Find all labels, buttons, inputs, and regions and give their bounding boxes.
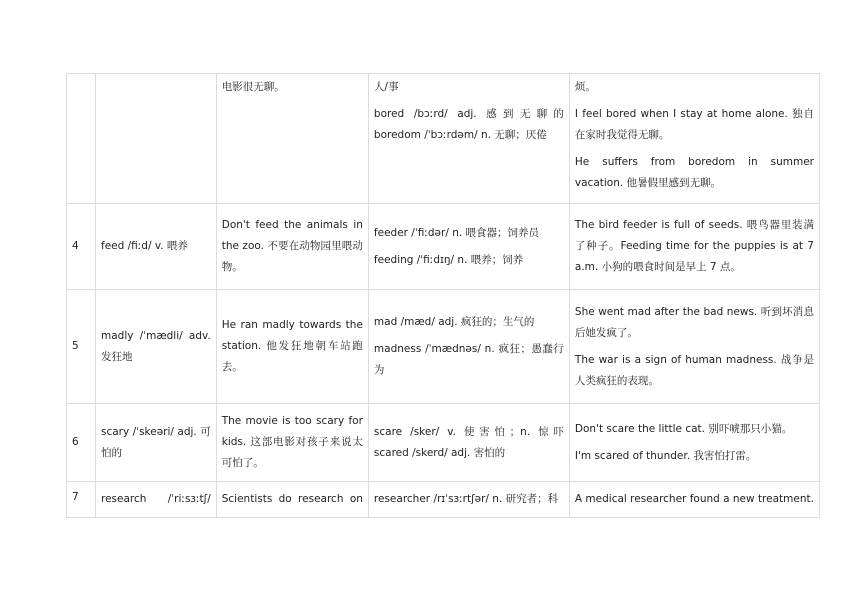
derivatives-cell bbox=[368, 482, 569, 518]
derivatives-cell bbox=[368, 74, 569, 204]
derivatives-cell bbox=[368, 204, 569, 290]
table-row bbox=[67, 482, 820, 518]
table-row bbox=[67, 74, 820, 204]
row-number-text: 7 bbox=[72, 491, 79, 503]
row-number-cell: 4 bbox=[67, 204, 96, 290]
sentence-text: I'm scared of thunder. 我害怕打雷。 bbox=[574, 449, 757, 462]
derivative-text: researcher /rɪˈsɜːrtʃər/ n. 研究者；科 bbox=[373, 493, 559, 505]
sentence-text: She went mad after the bad news. 听到坏消息后她发疯了。 bbox=[574, 305, 814, 339]
sentences-cell bbox=[569, 74, 819, 204]
example-text: Don't feed the animals in the zoo. 不要在动物园里喂动物。 bbox=[221, 219, 363, 273]
vocabulary-table bbox=[66, 73, 820, 518]
derivative-text: feeding /ˈfiːdɪŋ/ n. 喂养；饲养 bbox=[373, 253, 524, 266]
word-cell bbox=[96, 74, 217, 204]
example-text: 电影很无聊。 bbox=[221, 81, 285, 93]
example-cell bbox=[216, 204, 368, 290]
example-text: The movie is too scary for kids. 这部电影对孩子来说太可怕了。 bbox=[221, 415, 363, 469]
sentence-text: A medical researcher found a new treatment. bbox=[574, 493, 814, 505]
word-text: madly /ˈmædli/ adv. 发狂地 bbox=[101, 329, 211, 363]
table-row bbox=[67, 404, 820, 482]
sentence-text: The bird feeder is full of seeds. 喂鸟器里装满了种子。Feeding time for the puppies is at 7 a.m. 小狗的喂食时间是早上 7 点。 bbox=[574, 219, 814, 273]
sentences-cell bbox=[569, 482, 819, 518]
derivative-text: feeder /ˈfiːdər/ n. 喂食器；饲养员 bbox=[373, 226, 540, 239]
sentences-cell bbox=[569, 290, 819, 404]
sentence-text: I feel bored when I stay at home alone. 独自在家时我觉得无聊。 bbox=[574, 108, 814, 141]
derivative-text: madness /ˈmædnəs/ n. 疯狂；愚蠢行为 bbox=[373, 343, 564, 376]
table-row bbox=[67, 204, 820, 290]
word-text: scary /ˈskeəri/ adj. 可怕的 bbox=[101, 425, 211, 459]
example-text: Scientists do research on bbox=[221, 493, 363, 505]
row-number-cell bbox=[67, 74, 96, 204]
word-cell bbox=[96, 404, 217, 482]
sentences-cell bbox=[569, 204, 819, 290]
table-row bbox=[67, 290, 820, 404]
row-number-cell: 5 bbox=[67, 290, 96, 404]
derivatives-cell bbox=[368, 290, 569, 404]
row-number-cell bbox=[67, 482, 96, 518]
derivative-text: mad /mæd/ adj. 疯狂的；生气的 bbox=[373, 316, 535, 328]
word-text: research /ˈriːsɜːtʃ/ bbox=[101, 493, 211, 505]
word-cell bbox=[96, 290, 217, 404]
word-cell bbox=[96, 482, 217, 518]
example-cell bbox=[216, 404, 368, 482]
sentence-text: He suffers from boredom in summer vacation. 他暑假里感到无聊。 bbox=[574, 156, 814, 189]
row-number-cell: 6 bbox=[67, 404, 96, 482]
example-cell bbox=[216, 74, 368, 204]
derivative-text: scare /sker/ v. 使害怕；n. 惊吓 scared /skerd/ adj. 害怕的 bbox=[373, 425, 564, 459]
example-cell bbox=[216, 290, 368, 404]
sentences-cell bbox=[569, 404, 819, 482]
example-text: He ran madly towards the station. 他发狂地朝车站跑去。 bbox=[221, 319, 363, 373]
sentence-text: 烦。 bbox=[574, 81, 596, 93]
sentence-text: The war is a sign of human madness. 战争是人类疯狂的表现。 bbox=[574, 353, 814, 387]
word-cell: feed /fiːd/ v. 喂养 bbox=[96, 204, 217, 290]
derivative-text: 人/事 bbox=[373, 81, 399, 93]
example-cell bbox=[216, 482, 368, 518]
sentence-text: Don't scare the little cat. 别吓唬那只小猫。 bbox=[574, 422, 793, 435]
derivatives-cell bbox=[368, 404, 569, 482]
derivative-text: bored /bɔːrd/ adj. 感到无聊的 boredom /ˈbɔːrdəm/ n. 无聊；厌倦 bbox=[373, 108, 564, 141]
